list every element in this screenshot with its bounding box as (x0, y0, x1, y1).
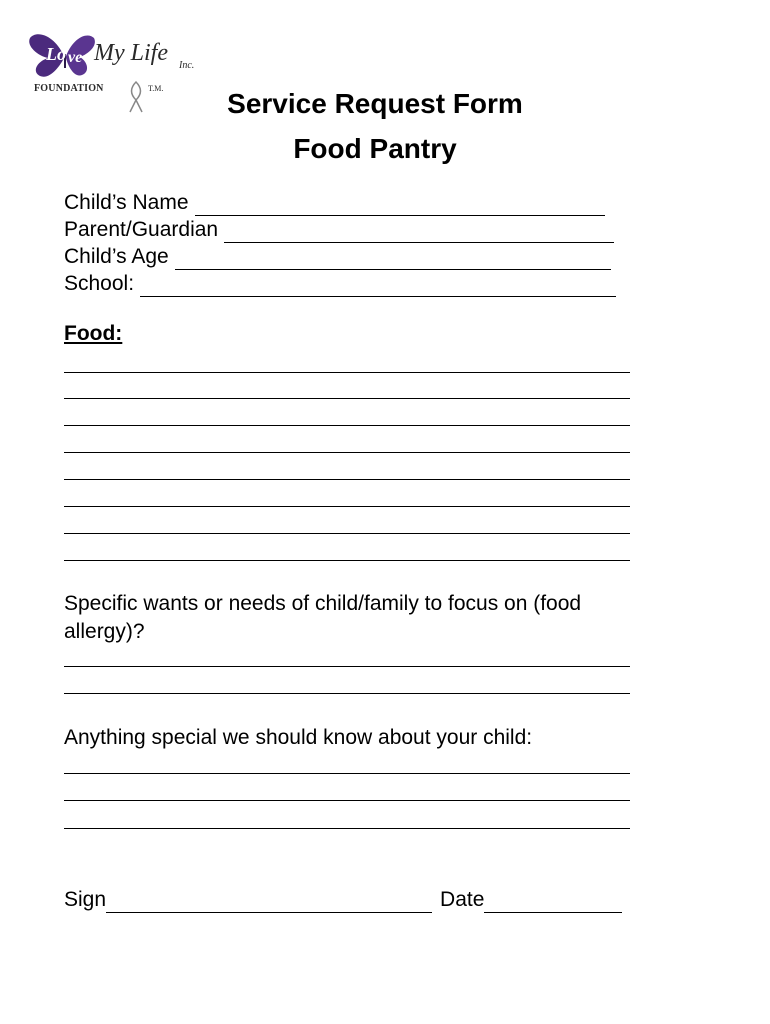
svg-text:Lo: Lo (46, 44, 66, 64)
child-name-field[interactable] (64, 190, 605, 216)
parent-guardian-label: Parent/Guardian (64, 218, 219, 241)
special-question: Anything special we should know about your child: (64, 726, 533, 749)
school-field[interactable] (64, 271, 616, 297)
special-line[interactable] (64, 773, 630, 774)
logo-text: My Life (94, 40, 168, 66)
logo-tm: T.M. (148, 84, 164, 93)
sign-line[interactable] (106, 892, 432, 913)
special-line[interactable] (64, 828, 630, 829)
food-line[interactable] (64, 506, 630, 507)
child-age-field[interactable] (64, 244, 611, 270)
page-subtitle: Food Pantry (293, 133, 457, 164)
date-line[interactable] (484, 892, 622, 913)
child-age-label: Child’s Age (64, 245, 169, 268)
date-label: Date (440, 888, 485, 911)
sign-label: Sign (64, 888, 107, 911)
logo-foundation: FOUNDATION (34, 83, 104, 94)
food-line[interactable] (64, 425, 630, 426)
page-title: Service Request Form (227, 88, 523, 119)
specific-needs-line[interactable] (64, 666, 630, 667)
food-line[interactable] (64, 372, 630, 373)
parent-guardian-line[interactable] (224, 222, 614, 243)
logo-inc: Inc. (179, 60, 195, 71)
specific-needs-line[interactable] (64, 693, 630, 694)
svg-text:ve: ve (68, 49, 83, 66)
food-line[interactable] (64, 533, 630, 534)
school-label: School: (64, 272, 135, 295)
food-label: Food: (64, 322, 123, 345)
child-name-line[interactable] (195, 195, 605, 216)
sign-date-row (64, 887, 622, 913)
parent-guardian-field[interactable] (64, 217, 614, 243)
food-line[interactable] (64, 479, 630, 480)
specific-needs-question: Specific wants or needs of child/family to focus on (food allergy)? (64, 592, 582, 643)
school-line[interactable] (140, 276, 616, 297)
food-line[interactable] (64, 560, 630, 561)
child-age-line[interactable] (175, 249, 611, 270)
food-line[interactable] (64, 398, 630, 399)
special-line[interactable] (64, 800, 630, 801)
child-name-label: Child’s Name (64, 191, 189, 214)
food-line[interactable] (64, 452, 630, 453)
